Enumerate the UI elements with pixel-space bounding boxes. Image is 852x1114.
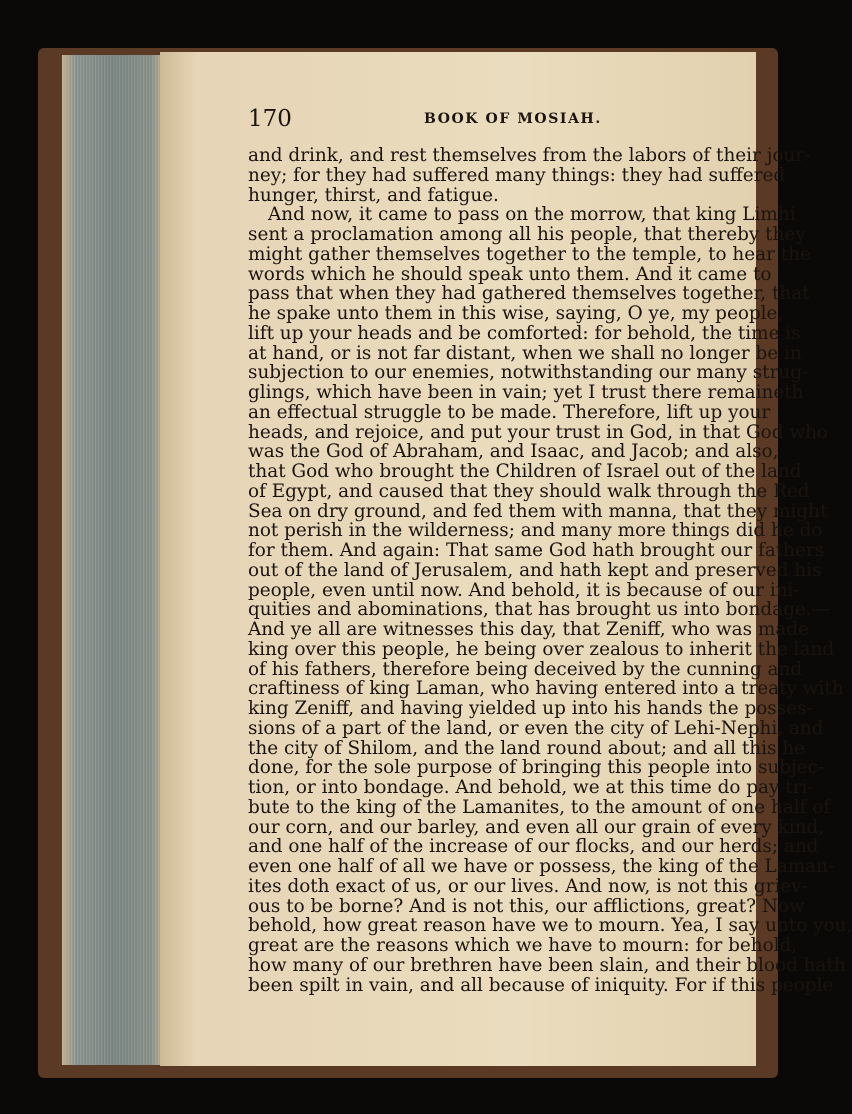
text-line: heads, and rejoice, and put your trust in God, in that God who [248, 421, 828, 443]
text-line: king Zeniff, and having yielded up into his hands the posses- [248, 698, 813, 719]
text-line: not perish in the wilderness; and many more things did he do [248, 520, 823, 542]
text-line: even one half of all we have or possess, the king of the Laman- [248, 856, 835, 877]
text-line: lift up your heads and be comforted: for behold, the time is [248, 322, 801, 344]
text-line: ney; for they had suffered many things: they had suffered [248, 164, 786, 186]
text-line: And ye all are witnesses this day, that Zeniff, who was made [248, 619, 809, 640]
text-line: of Egypt, and caused that they should walk through the Red [248, 480, 810, 502]
text-line: Sea on dry ground, and fed them with manna, that they might [248, 500, 828, 522]
body-text [248, 145, 852, 996]
text-line: how many of our brethren have been slain, and their blood hath [248, 954, 846, 976]
text-line: done, for the sole purpose of bringing this people into subjec- [248, 757, 825, 779]
text-line: and one half of the increase of our flocks, and our herds; and [248, 836, 819, 858]
text-line: an effectual struggle to be made. Therefore, lift up your [248, 401, 771, 423]
text-line: sent a proclamation among all his people, that thereby they [248, 224, 806, 245]
text-line: king over this people, he being over zealous to inherit the land [248, 638, 835, 660]
text-line: pass that when they had gathered themselves together, that [248, 283, 810, 305]
text-line: bute to the king of the Lamanites, to the amount of one half of [248, 796, 831, 818]
running-head [248, 106, 736, 136]
text-line: ous to be borne? And is not this, our afflictions, great? Now [248, 895, 805, 917]
text-line: quities and abominations, that has brought us into bondage.— [248, 599, 830, 621]
page-edges [62, 55, 166, 1065]
text-line: might gather themselves together to the temple, to hear the [248, 243, 811, 265]
text-line: and drink, and rest themselves from the labors of their jour- [248, 145, 811, 166]
text-line: at hand, or is not far distant, when we shall no longer be in [248, 342, 802, 364]
text-line: that God who brought the Children of Israel out of the land [248, 461, 802, 482]
text-line: craftiness of king Laman, who having entered into a treaty with [248, 678, 844, 700]
text-line: hunger, thirst, and fatigue. [248, 184, 499, 206]
page-number: 170 [248, 106, 292, 132]
text-line: ites doth exact of us, or our lives. And now, is not this griev- [248, 875, 808, 897]
text-line: behold, how great reason have we to mourn. Yea, I say unto you, [248, 915, 852, 937]
text-line: was the God of Abraham, and Isaac, and Jacob; and also, [248, 441, 779, 463]
text-line: he spake unto them in this wise, saying, O ye, my people, [248, 303, 784, 324]
text-line: And now, it came to pass on the morrow, that king Limhi [268, 204, 796, 226]
text-line: great are the reasons which we have to mourn: for behold, [248, 935, 798, 956]
text-line: of his fathers, therefore being deceived by the cunning and [248, 658, 803, 680]
text-line: subjection to our enemies, notwithstanding our many strug- [248, 362, 809, 384]
text-line: sions of a part of the land, or even the city of Lehi-Nephi, and [248, 717, 824, 739]
text-line: our corn, and our barley, and even all our grain of every kind, [248, 816, 825, 838]
text-line: tion, or into bondage. And behold, we at this time do pay tri- [248, 777, 814, 798]
text-line: glings, which have been in vain; yet I trust there remaineth [248, 382, 804, 403]
text-line: for them. And again: That same God hath brought our fathers [248, 540, 825, 561]
text-line: been spilt in vain, and all because of iniquity. For if this people [248, 974, 834, 996]
text-line: words which he should speak unto them. And it came to [248, 263, 772, 285]
text-line: out of the land of Jerusalem, and hath kept and preserved his [248, 559, 822, 581]
running-title: BOOK OF MOSIAH. [424, 111, 602, 127]
text-line: people, even until now. And behold, it is because of our ini- [248, 579, 800, 601]
text-line: the city of Shilom, and the land round about; and all this he [248, 737, 805, 759]
